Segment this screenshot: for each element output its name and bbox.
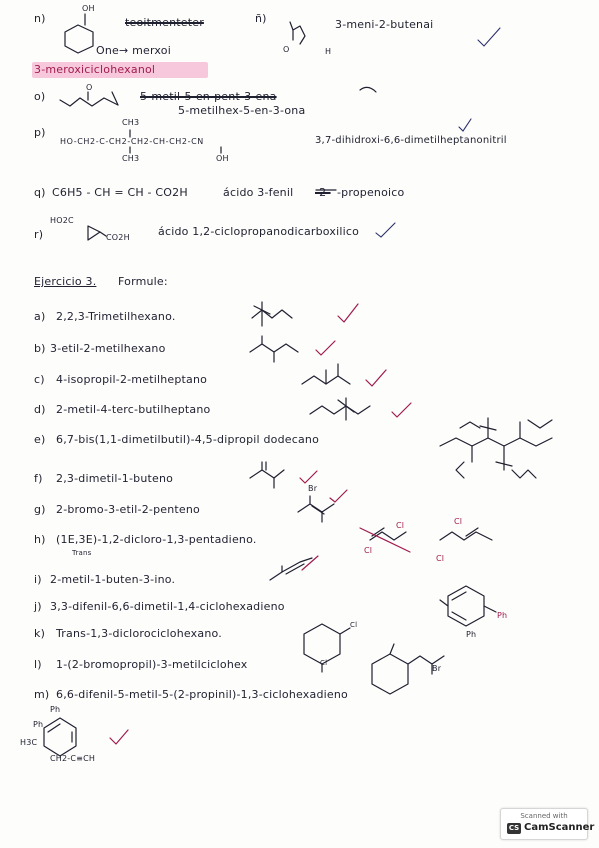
h-cl-2: Cl (364, 546, 373, 555)
exercise-item-a-label: a) (34, 310, 46, 323)
item-p-formula: HO-CH2-C-CH2-CH2-CH-CH2-CN (60, 137, 204, 146)
item-r-answer: ácido 1,2-ciclopropanodicarboxilico (158, 225, 360, 238)
exercise-item-d: 2-metil-4-terc-butilheptano (56, 403, 211, 416)
item-n2-label: ñ) (255, 12, 267, 25)
item-n2-answer: 3-meni-2-butenai (335, 18, 434, 31)
camscanner-logo-icon: CS (508, 824, 520, 832)
item-p-answer: 3,7-dihidroxi-6,6-dimetilheptanonitril (315, 135, 507, 146)
structure-f-icon (250, 470, 274, 478)
camscanner-watermark (500, 808, 595, 840)
j-ph2-label: Ph (466, 630, 477, 639)
structure-j-icon (448, 586, 484, 626)
m-ph1-label: Ph (50, 705, 61, 714)
exercise-item-e: 6,7-bis(1,1-dimetilbutil)-4,5-dipropil dodecano (56, 433, 320, 446)
item-n-struck-name: teoitmenteter (125, 16, 204, 29)
exercise-item-m: 6,6-difenil-5-metil-5-(2-propinil)-1,3-ciclohexadieno (56, 688, 348, 701)
cyclohexane-ring-icon (65, 25, 93, 53)
exercise-item-k: Trans-1,3-diclorociclohexano. (56, 627, 222, 640)
m-h3c-label: H3C (20, 738, 38, 747)
m-ph2-label: Ph (33, 720, 44, 729)
m-substituent-label: CH2-C≡CH (50, 754, 96, 763)
item-q-answer-b: -propenoico (337, 186, 405, 199)
item-o-label: o) (34, 90, 46, 103)
exercise-item-h-label: h) (34, 533, 46, 546)
item-o-oxygen: O (86, 83, 93, 92)
exercise-item-j: 3,3-difenil-6,6-dimetil-1,4-ciclohexadieno (50, 600, 285, 613)
exercise-item-b-label: b) (34, 342, 46, 355)
watermark-brand: CamScanner (524, 822, 595, 833)
h-cl-3: Cl (454, 517, 463, 526)
structure-c-icon (302, 376, 350, 384)
check-mark-icon-3 (376, 223, 395, 237)
item-n-correction: 3-meroxiciclohexanol (34, 63, 156, 76)
exercise-item-e-label: e) (34, 433, 46, 446)
item-r-ho2c: HO2C (50, 216, 74, 225)
exercise-item-k-label: k) (34, 627, 46, 640)
item-q-label: q) (34, 186, 46, 199)
check-mark-icon-c (366, 370, 386, 386)
structure-m-icon (44, 718, 76, 756)
check-mark-icon-d (392, 403, 411, 417)
exercise-item-g: 2-bromo-3-etil-2-penteno (56, 503, 200, 516)
h-cl-1: Cl (396, 521, 405, 530)
item-n2-o: O (283, 45, 290, 54)
structure-g-icon (298, 504, 334, 512)
k-cl2-label: Cl (320, 659, 328, 667)
exercise-item-d-label: d) (34, 403, 46, 416)
item-q-answer-a: ácido 3-fenil (223, 186, 294, 199)
exercise-item-m-label: m) (34, 688, 50, 701)
structure-a-icon (252, 310, 292, 318)
exercise-item-a: 2,2,3-Trimetilhexano. (56, 310, 176, 323)
exercise-item-b: 3-etil-2-metilhexano (50, 342, 166, 355)
exercise-item-c: 4-isopropil-2-metilheptano (56, 373, 208, 386)
structure-b-icon (250, 344, 298, 352)
structure-d-icon (310, 406, 370, 414)
check-mark-icon-f (300, 471, 317, 483)
structure-e-icon (440, 418, 552, 478)
item-o-answer: 5-metilhex-5-en-3-ona (178, 104, 306, 117)
exercise-item-j-label: j) (34, 600, 42, 613)
exercise-item-l-label: l) (34, 658, 42, 671)
item-n-oh: OH (82, 4, 95, 13)
j-ph-label: Ph (497, 611, 508, 620)
check-mark-icon-m (110, 730, 128, 744)
check-mark-icon (478, 28, 500, 46)
item-p-ch3-top: CH3 (122, 118, 140, 127)
item-q-formula: C6H5 - CH = CH - CO2H (52, 186, 188, 199)
exercise-item-l: 1-(2-bromopropil)-3-metilciclohex (56, 658, 248, 671)
check-mark-icon-2 (459, 119, 471, 131)
exercise-item-c-label: c) (34, 373, 45, 386)
h-trans-label: Trans (72, 549, 92, 557)
item-o-struck-name: 5-metil-5-en-pent-3-ena (140, 90, 277, 103)
aldehyde-sketch-icon (290, 22, 305, 44)
exercise-item-h: (1E,3E)-1,2-dicloro-1,3-pentadieno. (56, 533, 257, 546)
structure-i-icon (270, 558, 312, 580)
check-mark-icon-g (330, 490, 347, 502)
item-r-label: r) (34, 228, 44, 241)
item-p-oh: OH (216, 154, 229, 163)
item-n-name: One→ merxoi (96, 44, 171, 57)
scribble-icon (360, 87, 376, 92)
item-n-label: n) (34, 12, 46, 25)
check-mark-icon-b (316, 341, 335, 355)
exercise-item-g-label: g) (34, 503, 46, 516)
item-p-ch3-bottom: CH3 (122, 154, 140, 163)
structure-h-icon (360, 528, 492, 552)
ketone-sketch-icon (60, 98, 118, 106)
item-q-answer-struck: -2- (315, 186, 331, 199)
item-n2-h: H (325, 47, 332, 56)
cyclopropane-ring-icon (88, 226, 100, 240)
g-br-label: Br (308, 484, 318, 493)
exercise-title: Ejercicio 3. (34, 275, 97, 288)
exercise-item-i: 2-metil-1-buten-3-ino. (50, 573, 176, 586)
exercise-item-i-label: i) (34, 573, 42, 586)
item-r-co2h: CO2H (106, 233, 130, 242)
k-cl1-label: Cl (350, 621, 358, 629)
exercise-item-f-label: f) (34, 472, 43, 485)
structure-k-icon (304, 624, 340, 664)
check-mark-icon-a (338, 304, 358, 322)
exercise-item-f: 2,3-dimetil-1-buteno (56, 472, 174, 485)
exercise-subtitle: Formule: (118, 275, 168, 288)
l-br-label: Br (432, 664, 442, 673)
watermark-scanned-with: Scanned with (520, 812, 568, 820)
structure-l-icon (372, 654, 408, 694)
h-cl-4: Cl (436, 554, 445, 563)
item-p-label: p) (34, 126, 46, 139)
